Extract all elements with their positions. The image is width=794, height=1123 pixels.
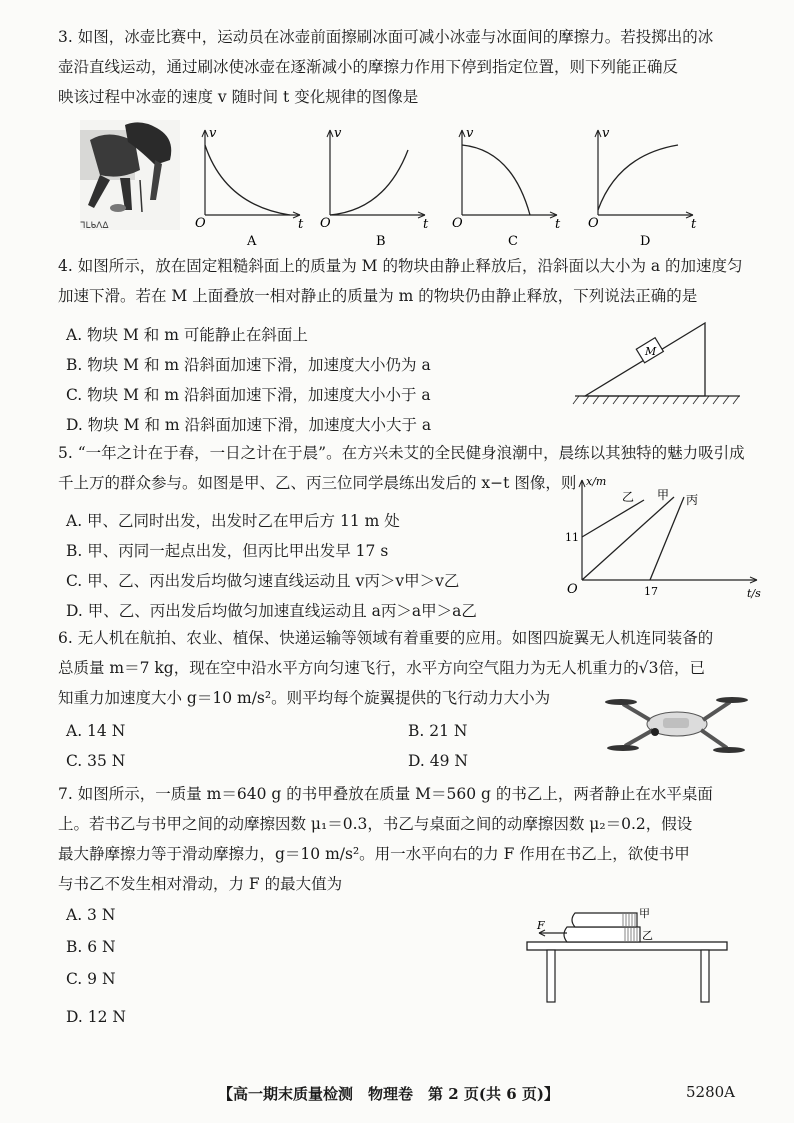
- q6-option-c: C. 35 N: [66, 752, 126, 770]
- q6-option-a: A. 14 N: [66, 722, 126, 740]
- footer-code: 5280A: [686, 1083, 736, 1101]
- book-yi-label: 乙: [642, 929, 653, 942]
- q7-option-d: D. 12 N: [66, 1008, 126, 1026]
- label-bing: 丙: [686, 493, 699, 507]
- axis-v-label: v: [602, 126, 610, 141]
- q3-graph-d: [588, 125, 698, 249]
- q5-option-c: C. 甲、乙、丙出发后均做匀速直线运动且 v丙＞v甲＞v乙: [66, 572, 460, 590]
- question-3: [58, 22, 713, 112]
- q7-line-4: 与书乙不发生相对滑动，力 F 的最大值为: [58, 875, 343, 893]
- books-on-table: [525, 905, 745, 1010]
- line-bing: [650, 497, 684, 580]
- incline-diagram: [575, 318, 745, 410]
- footer-title: 【高一期末质量检测 物理卷 第 2 页(共 6 页)】: [218, 1085, 559, 1103]
- axis-v-label: v: [466, 126, 474, 141]
- option-a-label: A: [247, 234, 257, 249]
- q3-line-2: 壶沿直线运动，通过刷冰使冰壶在逐渐减小的摩擦力作用下停到指定位置，则下列能正确反: [58, 58, 679, 76]
- q6-option-b: B. 21 N: [408, 722, 468, 740]
- axis-v-label: v: [334, 126, 342, 141]
- book-jia-label: 甲: [639, 907, 650, 920]
- axis-t-label: t: [423, 217, 429, 232]
- axis-t-label: t: [691, 217, 697, 232]
- q4-option-a: A. 物块 M 和 m 可能静止在斜面上: [66, 326, 308, 344]
- origin-label: O: [320, 216, 331, 231]
- curling-photo: [80, 120, 180, 230]
- svg-text:ᒣᒪᑲᐱᐃ: ᒣᒪᑲᐱᐃ: [80, 221, 109, 231]
- axis-t-label: t: [555, 217, 561, 232]
- y-tick-11: 11: [565, 531, 579, 544]
- axis-v-label: v: [209, 126, 217, 141]
- question-7: [58, 779, 713, 899]
- q4-option-b: B. 物块 M 和 m 沿斜面加速下滑，加速度大小仍为 a: [66, 356, 431, 374]
- q5-option-d: D. 甲、乙、丙出发后均做匀加速直线运动且 a丙＞a甲＞a乙: [66, 602, 477, 620]
- drone-image: [605, 688, 750, 760]
- q7-line-3: 最大静摩擦力等于滑动摩擦力，g＝10 m/s²。用一水平向右的力 F 作用在书乙上，欲使书甲: [58, 845, 690, 863]
- q6-line-2: 总质量 m＝7 kg，现在空中沿水平方向匀速飞行，水平方向空气阻力为无人机重力的√3倍，已: [58, 659, 705, 677]
- q4-line-2: 加速下滑。若在 M 上面叠放一相对静止的质量为 m 的物块仍由静止释放，下列说法正确的是: [58, 287, 698, 305]
- xlabel: t/s: [747, 587, 761, 600]
- x-tick-17: 17: [644, 585, 658, 598]
- ylabel: x/m: [586, 475, 607, 488]
- q5-option-b: B. 甲、丙同一起点出发，但丙比甲出发早 17 s: [66, 542, 389, 560]
- label-yi: 乙: [622, 490, 635, 504]
- q3-graph-a: [195, 125, 305, 249]
- q6-option-d: D. 49 N: [408, 752, 468, 770]
- q5-option-a: A. 甲、乙同时出发，出发时乙在甲后方 11 m 处: [66, 512, 400, 530]
- q4-option-d: D. 物块 M 和 m 沿斜面加速下滑，加速度大小大于 a: [66, 416, 432, 434]
- line-yi: [582, 500, 644, 537]
- origin-label: O: [567, 582, 578, 597]
- q7-line-2: 上。若书乙与书甲之间的动摩擦因数 μ₁＝0.3，书乙与桌面之间的动摩擦因数 μ₂＝0.2，假设: [58, 815, 693, 833]
- origin-label: O: [588, 216, 599, 231]
- q7-line-1: 7. 如图所示，一质量 m＝640 g 的书甲叠放在质量 M＝560 g 的书乙上，两者静止在水平桌面: [58, 785, 713, 803]
- q4-option-c: C. 物块 M 和 m 沿斜面加速下滑，加速度大小小于 a: [66, 386, 431, 404]
- q3-graph-c: [452, 125, 562, 249]
- force-f-label: F: [537, 919, 545, 932]
- axis-t-label: t: [298, 217, 304, 232]
- q6-line-3: 知重力加速度大小 g＝10 m/s²。则平均每个旋翼提供的飞行动力大小为: [58, 689, 551, 707]
- origin-label: O: [195, 216, 206, 231]
- q5-line-1: 5. “一年之计在于春，一日之计在于晨”。在方兴未艾的全民健身浪潮中，晨练以其独特的魅力吸引成: [58, 444, 745, 462]
- q5-line-2: 千上万的群众参与。如图是甲、乙、丙三位同学晨练出发后的 x−t 图像，则: [58, 474, 577, 492]
- option-d-label: D: [640, 234, 651, 249]
- option-c-label: C: [508, 234, 518, 249]
- label-jia: 甲: [657, 488, 670, 502]
- q4-line-1: 4. 如图所示，放在固定粗糙斜面上的质量为 M 的物块由静止释放后，沿斜面以大小为 a 的加速度匀: [58, 257, 743, 275]
- block-m-label: M: [645, 345, 657, 358]
- q7-option-a: A. 3 N: [66, 906, 116, 924]
- option-b-label: B: [376, 234, 386, 249]
- q7-option-b: B. 6 N: [66, 938, 116, 956]
- q3-line-1: 3. 如图，冰壶比赛中，运动员在冰壶前面擦刷冰面可减小冰壶与冰面间的摩擦力。若投掷出的冰: [58, 28, 714, 46]
- xt-graph: [562, 475, 762, 605]
- q7-option-c: C. 9 N: [66, 970, 116, 988]
- q3-graph-b: [320, 125, 430, 249]
- question-4: [58, 251, 743, 311]
- q6-line-1: 6. 无人机在航拍、农业、植保、快递运输等领域有着重要的应用。如图四旋翼无人机连同装备的: [58, 629, 714, 647]
- q3-line-3: 映该过程中冰壶的速度 v 随时间 t 变化规律的图像是: [58, 88, 419, 106]
- origin-label: O: [452, 216, 463, 231]
